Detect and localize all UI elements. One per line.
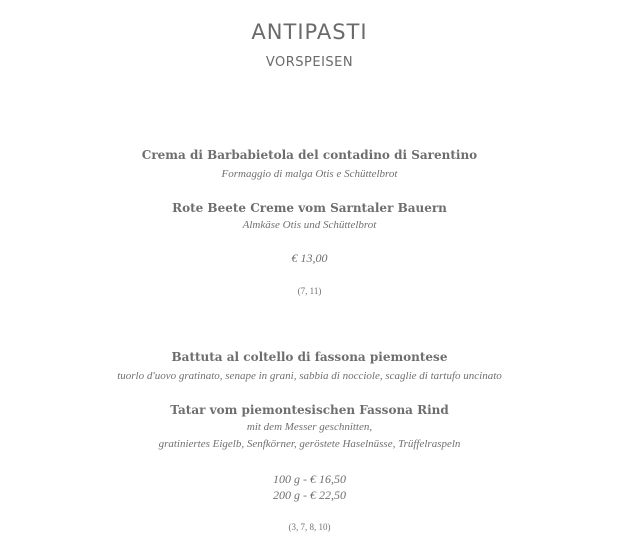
allergen-codes: (3, 7, 8, 10) — [288, 522, 331, 532]
dish-name-italian: Battuta al coltello di fassona piemontese — [171, 350, 448, 364]
dish-description-italian: tuorlo d'uovo gratinato, senape in grani, sabbia di nocciole, scaglie di tartufo uncinato — [117, 370, 502, 382]
dish-price: 100 g - € 16,50 — [273, 472, 346, 486]
dish-description-german-line: gratiniertes Eigelb, Senfkörner, geröstete Haselnüsse, Trüffelraspeln — [158, 438, 461, 450]
dish-price: € 13,00 — [291, 251, 328, 265]
section-subtitle: VORSPEISEN — [265, 55, 354, 70]
section-title: ANTIPASTI — [251, 20, 368, 44]
dish-description-german: Almkäse Otis und Schüttelbrot — [242, 219, 377, 231]
dish-name-german: Rote Beete Creme vom Sarntaler Bauern — [172, 201, 447, 215]
allergen-codes: (7, 11) — [297, 286, 322, 296]
dish-price: 200 g - € 22,50 — [273, 488, 346, 502]
dish-name-german: Tatar vom piemontesischen Fassona Rind — [170, 403, 449, 417]
dish-description-german-line: mit dem Messer geschnitten, — [246, 421, 373, 433]
dish-description-italian: Formaggio di malga Otis e Schüttelbrot — [221, 168, 398, 180]
dish-name-italian: Crema di Barbabietola del contadino di Sarentino — [141, 148, 478, 162]
